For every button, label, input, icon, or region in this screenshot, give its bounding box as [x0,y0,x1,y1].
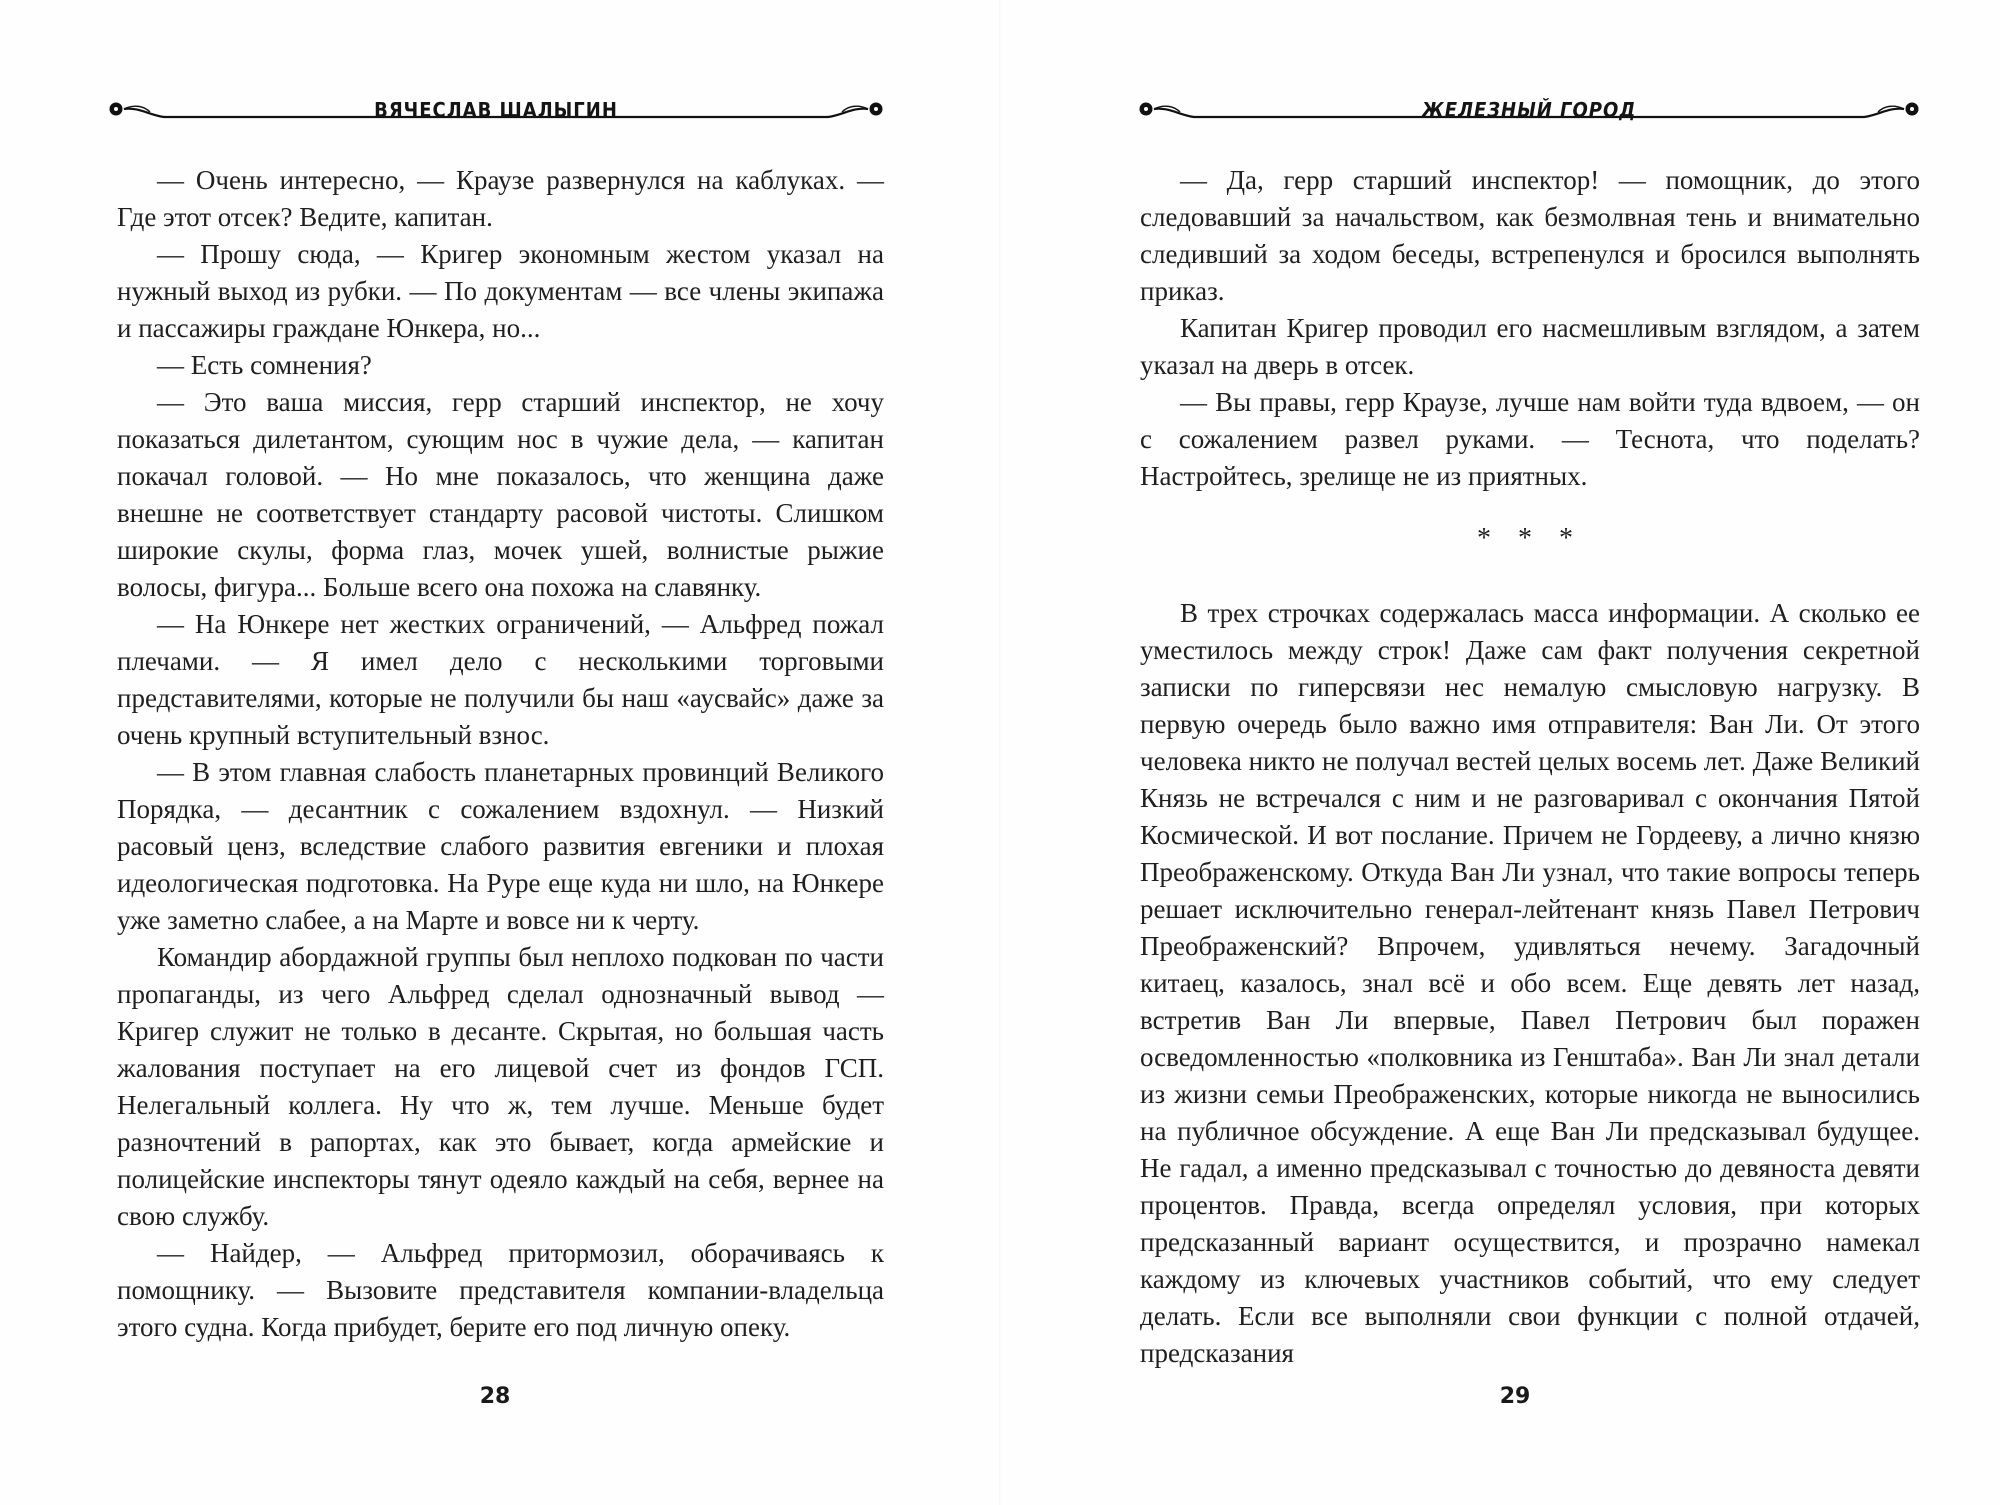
paragraph: Командир абордажной группы был неплохо подкован по части пропаганды, из чего Альфред сделал однозначный вывод — Кригер служит не только в десанте. Скрытая, но большая часть жалования поступает на его лицевой счет из фондов ГСП. Нелегальный коллега. Ну что ж, тем лучше. Меньше будет разночтений в рапортах, как это бывает, когда армейские и полицейские инспекторы тянут одеяло каждый на себя, вернее на свою службу. [117,942,884,1231]
left-page-text [117,162,884,1346]
paragraph: Капитан Кригер проводил его насмешливым взглядом, а затем указал на дверь в отсек. [1140,313,1920,380]
paragraph: — Да, герр старший инспектор! — помощник, до этого следовавший за начальством, как безмолвная тень и внимательно следивший за ходом беседы, встрепенулся и бросился выполнять приказ. [1140,165,1920,306]
paragraph: В трех строчках содержалась масса информации. А сколько ее уместилось между строк! Даже сам факт получения секретной записки по гиперсвязи нес немалую смысловую нагрузку. В первую очередь было важно имя отправителя: Ван Ли. От этого человека никто не получал вестей целых восемь лет. Даже Великий Князь не встречался с ним и не разговаривал с окончания Пятой Космической. И вот послание. Причем не Гордееву, а лично князю Преображенскому. Откуда Ван Ли узнал, что такие вопросы теперь решает исключительно генерал-лейтенант князь Павел Петрович Преображенский? Впрочем, удивляться нечему. Загадочный китаец, казалось, знал всё и обо всем. Еще девять лет назад, встретив Ван Ли впервые, Павел Петрович был поражен осведомленностью «полковника из Генштаба». Ван Ли знал детали из жизни семьи Преображенских, которые никогда не выносились на публичное обсуждение. А еще Ван Ли предсказывал будущее. Не гадал, а именно предсказывал с точностью до девяноста девяти процентов. Правда, всегда определял условия, при которых предсказанный вариант осуществится, и прозрачно намекал каждому из ключевых участников событий, что ему следует делать. Если все выполняли свои функции с полной отдачей, предсказания [1140,598,1920,1368]
paragraph: — В этом главная слабость планетарных провинций Великого Порядка, — десантник с сожалением вздохнул. — Низкий расовый ценз, вследствие слабого развития евгеники и плохая идеологическая подготовка. На Руре еще куда ни шло, на Юнкере уже заметно слабее, а на Марте и вовсе ни к черту. [117,757,884,935]
right-running-header [1134,94,1924,134]
right-page [1000,0,2000,1505]
left-running-header [104,94,888,134]
paragraph: — Прошу сюда, — Кригер экономным жестом указал на нужный выход из рубки. — По документам — все члены экипажа и пассажиры граждане Юнкера, но... [117,239,884,343]
paragraph: — Есть сомнения? [157,350,372,380]
paragraph: — Очень интересно, — Краузе развернулся на каблуках. — Где этот отсек? Ведите, капитан. [117,165,884,232]
right-page-text [1140,162,1920,1372]
right-header-title: ЖЕЛЕЗНЫЙ ГОРОД [1421,98,1637,122]
paragraph: — Вы правы, герр Краузе, лучше нам войти туда вдвоем, — он с сожалением развел руками. — Теснота, что поделать? Настройтесь, зрелище не из приятных. [1140,387,1920,491]
right-page-number: 29 [1499,1384,1531,1409]
paragraph: — Найдер, — Альфред притормозил, оборачиваясь к помощнику. — Вызовите представителя компании-владельца этого судна. Когда прибудет, берите его под личную опеку. [117,1238,884,1342]
left-header-title: ВЯЧЕСЛАВ ШАЛЫГИН [374,98,618,122]
section-separator: * * * [1477,523,1583,554]
paragraph: — На Юнкере нет жестких ограничений, — Альфред пожал плечами. — Я имел дело с несколькими торговыми представителями, которые не получили бы наш «аусвайс» даже за очень крупный вступительный взнос. [117,609,884,750]
paragraph: — Это ваша миссия, герр старший инспектор, не хочу показаться дилетантом, сующим нос в чужие дела, — капитан покачал головой. — Но мне показалось, что женщина даже внешне не соответствует стандарту расовой чистоты. Слишком широкие скулы, форма глаз, мочек ушей, волнистые рыжие волосы, фигура... Больше всего она похожа на славянку. [117,387,884,602]
left-page-number: 28 [479,1384,511,1409]
